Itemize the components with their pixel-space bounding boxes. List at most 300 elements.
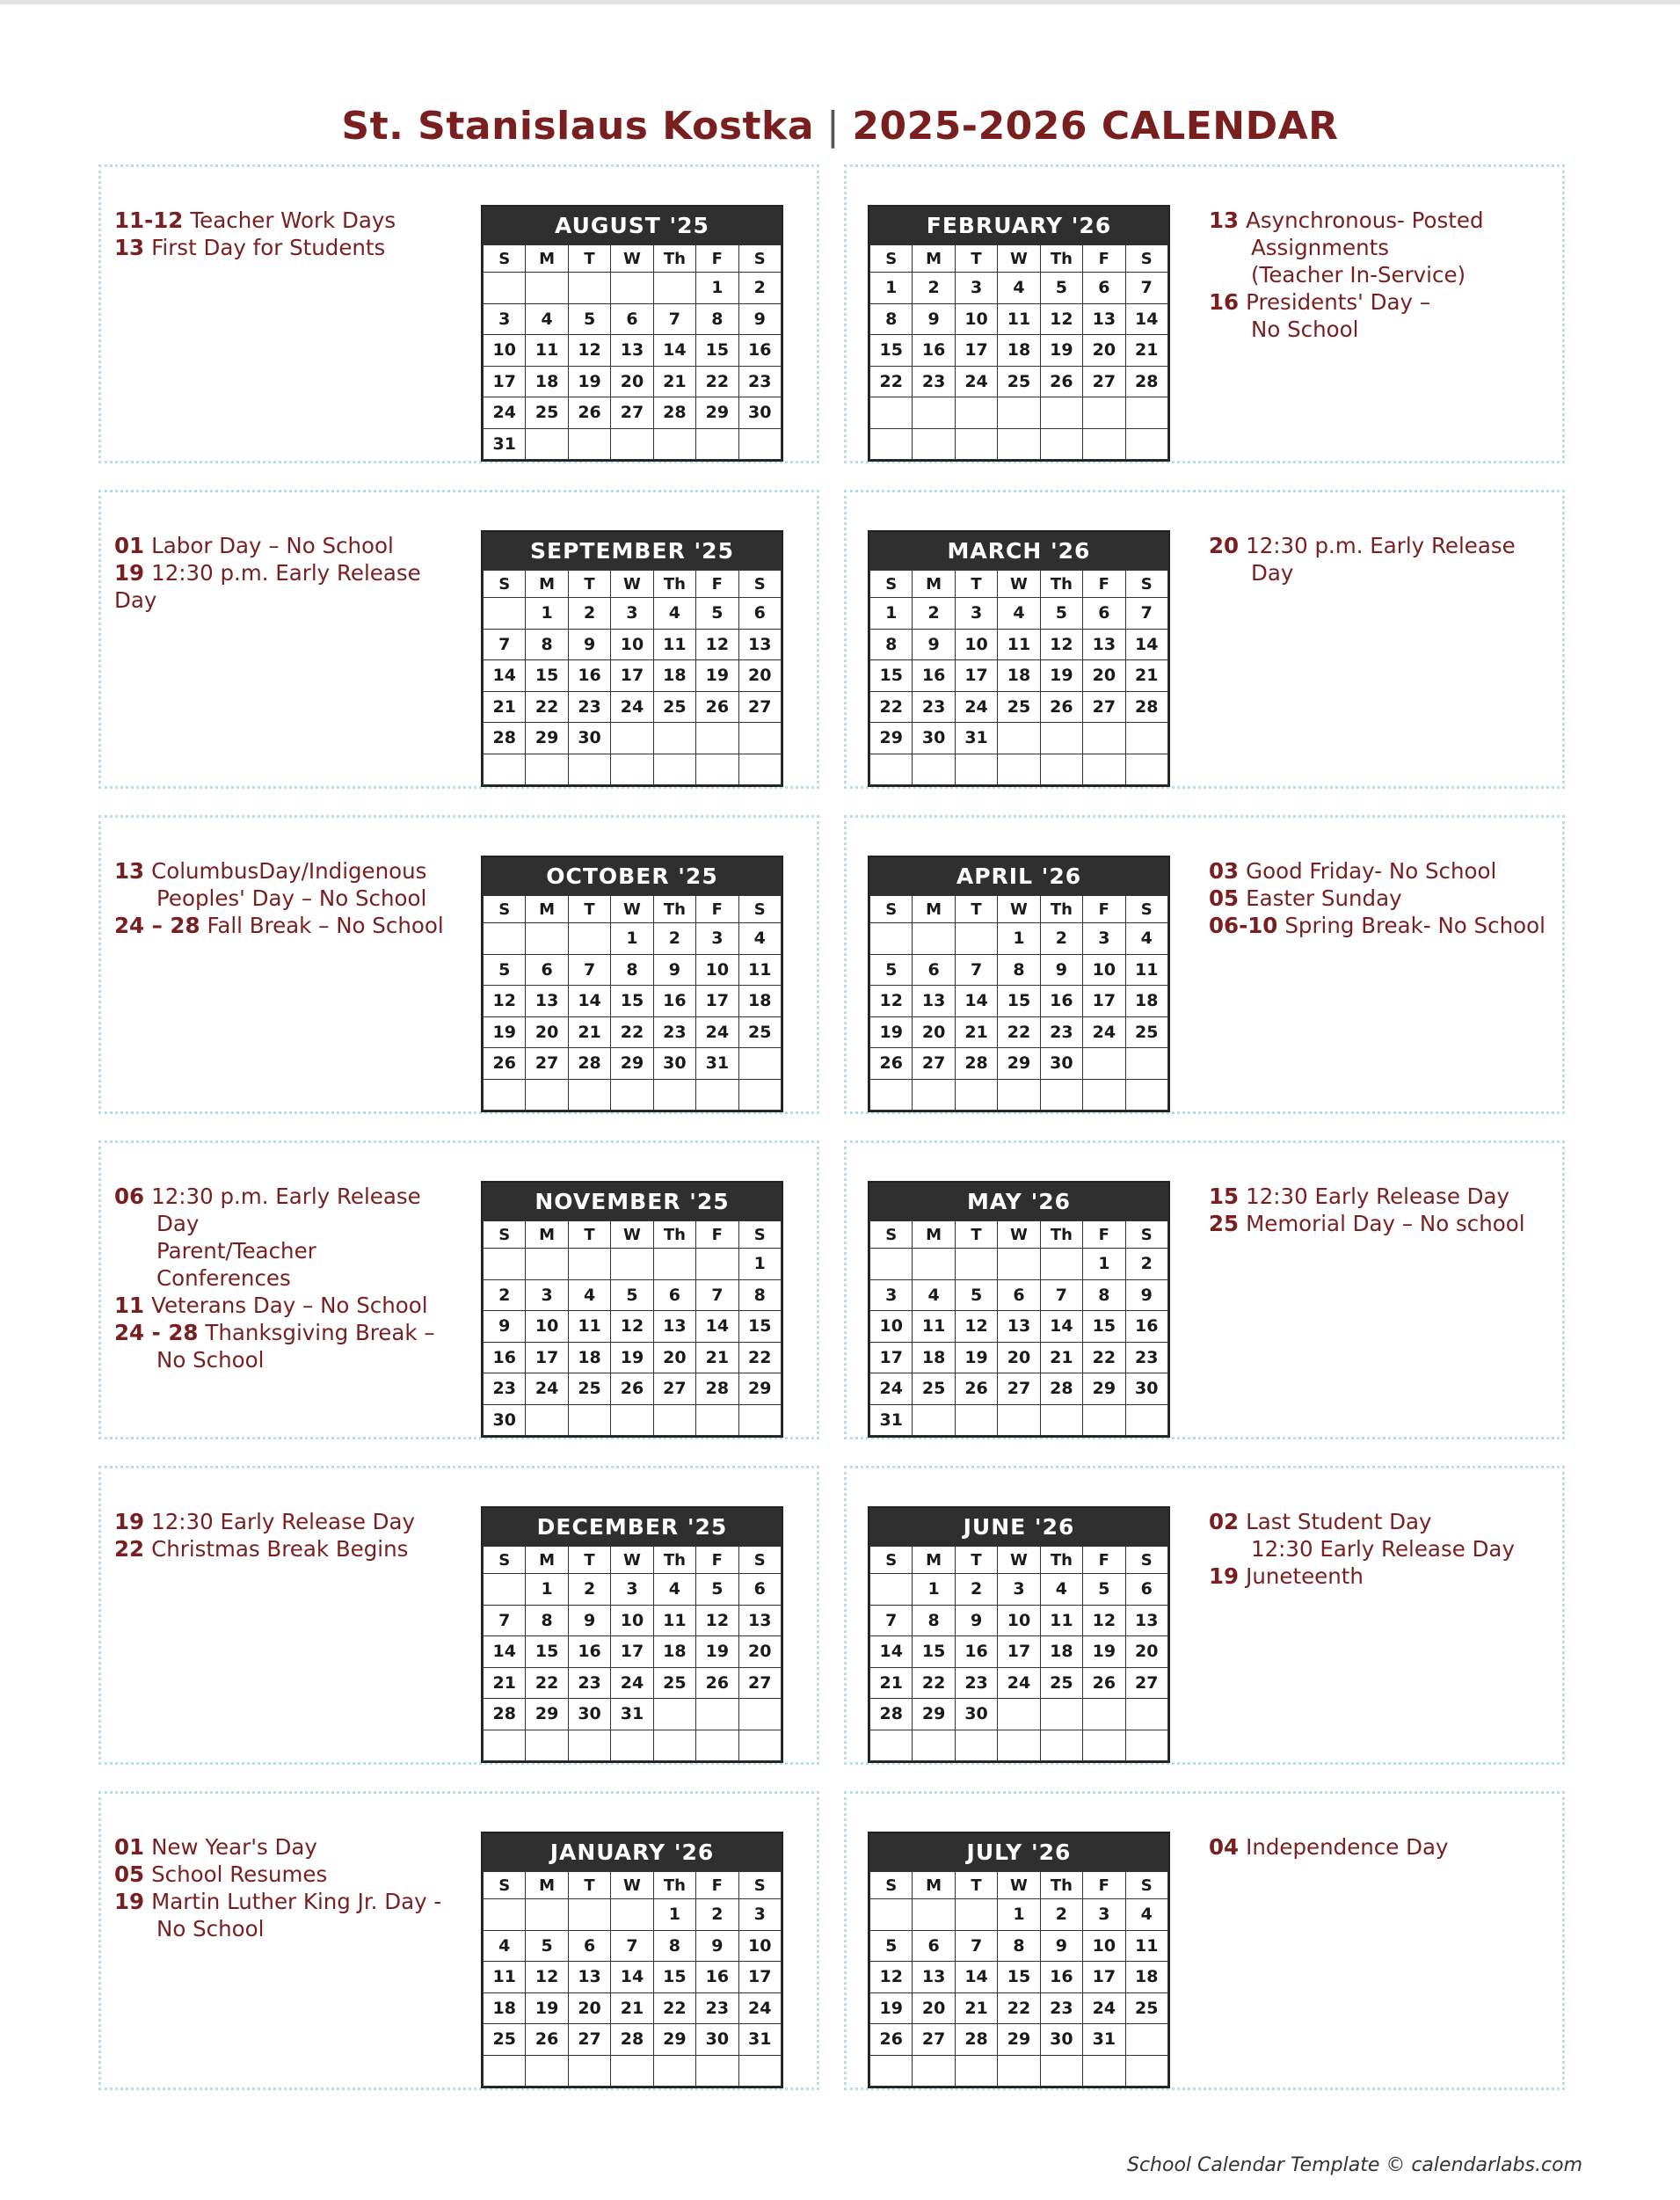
event-note bbox=[114, 234, 457, 261]
month-header: AUGUST '25 bbox=[483, 207, 782, 244]
event-text: Peoples' Day – No School bbox=[156, 885, 427, 911]
event-date: 19 bbox=[114, 560, 145, 586]
day-cell bbox=[738, 723, 781, 754]
day-cell: 21 bbox=[696, 1342, 738, 1373]
event-notes-december-25 bbox=[114, 1508, 457, 1563]
day-cell: 25 bbox=[913, 1373, 955, 1405]
day-cell: 9 bbox=[913, 629, 955, 660]
week-row bbox=[870, 1699, 1168, 1730]
day-cell: 13 bbox=[653, 1311, 695, 1343]
day-cell: 28 bbox=[1125, 691, 1167, 723]
day-cell: 23 bbox=[913, 691, 955, 723]
day-cell bbox=[696, 1249, 738, 1280]
day-cell bbox=[913, 1249, 955, 1280]
weekday-label: F bbox=[696, 571, 738, 598]
day-cell bbox=[998, 397, 1040, 429]
day-cell bbox=[1040, 1699, 1082, 1730]
weekday-label: W bbox=[998, 1547, 1040, 1574]
day-cell bbox=[738, 1048, 781, 1080]
weekday-label: S bbox=[484, 1221, 526, 1249]
event-date: 19 bbox=[1209, 1563, 1240, 1589]
day-cell bbox=[1083, 1404, 1125, 1436]
week-row bbox=[484, 1311, 782, 1343]
day-cell bbox=[913, 1730, 955, 1761]
weekday-label: Th bbox=[653, 245, 695, 273]
day-cell: 31 bbox=[484, 428, 526, 460]
weekday-label: T bbox=[568, 571, 610, 598]
day-cell bbox=[998, 1699, 1040, 1730]
day-cell: 7 bbox=[653, 303, 695, 335]
day-cell: 27 bbox=[1083, 366, 1125, 397]
weekday-label: T bbox=[955, 245, 997, 273]
event-text: Independence Day bbox=[1246, 1834, 1449, 1860]
event-text: Easter Sunday bbox=[1246, 885, 1402, 911]
day-cell bbox=[484, 923, 526, 955]
day-cell bbox=[696, 754, 738, 785]
day-cell: 3 bbox=[738, 1899, 781, 1931]
day-cell: 21 bbox=[568, 1016, 610, 1048]
day-cell: 8 bbox=[738, 1279, 781, 1311]
day-cell bbox=[696, 2055, 738, 2087]
day-cell: 20 bbox=[1083, 335, 1125, 367]
day-cell: 26 bbox=[870, 2024, 913, 2056]
month-calendar-february-26 bbox=[868, 205, 1170, 462]
day-cell: 16 bbox=[738, 335, 781, 367]
day-cell: 7 bbox=[1125, 598, 1167, 630]
week-row bbox=[870, 598, 1168, 630]
day-cell bbox=[738, 1079, 781, 1111]
event-note bbox=[1209, 207, 1552, 234]
week-row bbox=[870, 1249, 1168, 1280]
day-cell: 9 bbox=[653, 954, 695, 986]
event-date: 20 bbox=[1209, 533, 1240, 558]
day-cell: 24 bbox=[526, 1373, 568, 1405]
weekday-label: S bbox=[1125, 245, 1167, 273]
day-cell bbox=[955, 397, 997, 429]
day-cell: 20 bbox=[738, 660, 781, 692]
weekday-label: W bbox=[611, 571, 653, 598]
day-cell bbox=[870, 1249, 913, 1280]
day-cell: 12 bbox=[568, 335, 610, 367]
event-note bbox=[114, 1183, 457, 1210]
event-text: 12:30 Early Release Day bbox=[151, 1509, 416, 1534]
day-cell: 13 bbox=[611, 335, 653, 367]
day-cell: 25 bbox=[1125, 1016, 1167, 1048]
day-cell: 15 bbox=[653, 1962, 695, 1993]
weekday-label: T bbox=[568, 1872, 610, 1899]
weekday-label: T bbox=[955, 571, 997, 598]
weekday-label: M bbox=[913, 1221, 955, 1249]
day-cell bbox=[696, 723, 738, 754]
day-cell: 11 bbox=[653, 1605, 695, 1636]
day-cell: 1 bbox=[653, 1899, 695, 1931]
day-cell: 7 bbox=[955, 954, 997, 986]
weekday-row bbox=[484, 1547, 782, 1574]
day-cell: 31 bbox=[955, 723, 997, 754]
day-cell: 16 bbox=[913, 660, 955, 692]
weekday-label: F bbox=[696, 245, 738, 273]
weekday-row bbox=[870, 1872, 1168, 1899]
day-cell: 8 bbox=[913, 1605, 955, 1636]
month-day-grid bbox=[483, 244, 782, 460]
day-cell: 6 bbox=[568, 1930, 610, 1962]
day-cell: 29 bbox=[526, 1699, 568, 1730]
month-header: JULY '26 bbox=[869, 1833, 1168, 1871]
month-header: DECEMBER '25 bbox=[483, 1508, 782, 1546]
day-cell bbox=[696, 1699, 738, 1730]
day-cell bbox=[913, 1404, 955, 1436]
day-cell: 25 bbox=[738, 1016, 781, 1048]
day-cell bbox=[1125, 397, 1167, 429]
week-row bbox=[870, 723, 1168, 754]
day-cell: 4 bbox=[484, 1930, 526, 1962]
day-cell: 5 bbox=[1040, 598, 1082, 630]
event-text: Asynchronous- Posted bbox=[1246, 208, 1484, 233]
day-cell: 19 bbox=[1040, 335, 1082, 367]
day-cell bbox=[870, 1079, 913, 1111]
weekday-row bbox=[484, 245, 782, 273]
week-row bbox=[870, 1574, 1168, 1606]
event-text: 12:30 p.m. Early Release Day bbox=[114, 560, 421, 613]
event-text: Teacher Work Days bbox=[190, 208, 396, 233]
day-cell bbox=[955, 1899, 997, 1931]
day-cell bbox=[870, 428, 913, 460]
month-day-grid bbox=[869, 1546, 1168, 1761]
day-cell bbox=[568, 754, 610, 785]
day-cell: 14 bbox=[1125, 303, 1167, 335]
day-cell: 27 bbox=[653, 1373, 695, 1405]
day-cell: 24 bbox=[1083, 1992, 1125, 2024]
week-row bbox=[870, 986, 1168, 1017]
day-cell: 3 bbox=[1083, 1899, 1125, 1931]
event-text: First Day for Students bbox=[151, 235, 386, 260]
month-day-grid bbox=[869, 895, 1168, 1111]
day-cell: 5 bbox=[484, 954, 526, 986]
day-cell: 9 bbox=[913, 303, 955, 335]
weekday-label: T bbox=[955, 896, 997, 923]
day-cell: 31 bbox=[611, 1699, 653, 1730]
day-cell bbox=[913, 428, 955, 460]
day-cell: 21 bbox=[955, 1992, 997, 2024]
day-cell bbox=[998, 1730, 1040, 1761]
day-cell: 15 bbox=[696, 335, 738, 367]
day-cell bbox=[913, 1079, 955, 1111]
day-cell bbox=[484, 1730, 526, 1761]
week-row bbox=[870, 1667, 1168, 1699]
day-cell: 16 bbox=[1040, 1962, 1082, 1993]
weekday-label: M bbox=[526, 896, 568, 923]
day-cell: 14 bbox=[696, 1311, 738, 1343]
day-cell: 20 bbox=[611, 366, 653, 397]
week-row bbox=[484, 1016, 782, 1048]
weekday-label: S bbox=[870, 1872, 913, 1899]
day-cell: 1 bbox=[738, 1249, 781, 1280]
event-note bbox=[1209, 1183, 1552, 1210]
weekday-label: F bbox=[696, 1872, 738, 1899]
weekday-label: T bbox=[955, 1547, 997, 1574]
day-cell bbox=[568, 273, 610, 304]
event-note bbox=[114, 1237, 457, 1292]
week-row bbox=[484, 1574, 782, 1606]
day-cell: 7 bbox=[955, 1930, 997, 1962]
day-cell bbox=[611, 754, 653, 785]
day-cell bbox=[1083, 397, 1125, 429]
day-cell: 5 bbox=[696, 1574, 738, 1606]
day-cell bbox=[611, 1249, 653, 1280]
weekday-label: S bbox=[1125, 571, 1167, 598]
day-cell: 15 bbox=[870, 660, 913, 692]
week-row bbox=[870, 754, 1168, 785]
event-text: Day bbox=[156, 1211, 200, 1236]
day-cell bbox=[1125, 1699, 1167, 1730]
weekday-label: M bbox=[913, 896, 955, 923]
weekday-label: M bbox=[526, 1872, 568, 1899]
day-cell: 28 bbox=[1040, 1373, 1082, 1405]
day-cell: 5 bbox=[870, 1930, 913, 1962]
week-row bbox=[484, 629, 782, 660]
day-cell bbox=[1083, 1079, 1125, 1111]
week-row bbox=[484, 1730, 782, 1761]
day-cell: 4 bbox=[1125, 923, 1167, 955]
day-cell: 5 bbox=[568, 303, 610, 335]
week-row bbox=[484, 1048, 782, 1080]
day-cell: 7 bbox=[484, 1605, 526, 1636]
event-note bbox=[114, 1319, 457, 1346]
day-cell: 6 bbox=[611, 303, 653, 335]
weekday-label: F bbox=[1083, 571, 1125, 598]
day-cell: 12 bbox=[955, 1311, 997, 1343]
week-row bbox=[870, 1636, 1168, 1668]
week-row bbox=[484, 1373, 782, 1405]
day-cell: 18 bbox=[998, 660, 1040, 692]
day-cell: 28 bbox=[955, 2024, 997, 2056]
event-date: 11 bbox=[114, 1293, 145, 1318]
day-cell bbox=[653, 273, 695, 304]
day-cell bbox=[1040, 1079, 1082, 1111]
day-cell bbox=[653, 1079, 695, 1111]
day-cell: 19 bbox=[870, 1016, 913, 1048]
day-cell: 5 bbox=[955, 1279, 997, 1311]
day-cell bbox=[568, 2055, 610, 2087]
day-cell: 26 bbox=[526, 2024, 568, 2056]
day-cell: 28 bbox=[1125, 366, 1167, 397]
weekday-label: M bbox=[913, 1872, 955, 1899]
day-cell: 30 bbox=[568, 1699, 610, 1730]
day-cell: 16 bbox=[955, 1636, 997, 1668]
day-cell: 8 bbox=[870, 629, 913, 660]
day-cell: 23 bbox=[653, 1016, 695, 1048]
event-note bbox=[114, 1346, 457, 1373]
day-cell: 12 bbox=[611, 1311, 653, 1343]
day-cell: 22 bbox=[611, 1016, 653, 1048]
day-cell: 13 bbox=[1083, 303, 1125, 335]
event-note bbox=[1209, 532, 1552, 559]
day-cell bbox=[1125, 428, 1167, 460]
day-cell: 23 bbox=[568, 1667, 610, 1699]
day-cell: 26 bbox=[1040, 366, 1082, 397]
day-cell: 17 bbox=[1083, 1962, 1125, 1993]
day-cell: 18 bbox=[1040, 1636, 1082, 1668]
day-cell: 9 bbox=[1125, 1279, 1167, 1311]
day-cell: 17 bbox=[870, 1342, 913, 1373]
day-cell: 14 bbox=[611, 1962, 653, 1993]
weekday-row bbox=[870, 1547, 1168, 1574]
day-cell: 23 bbox=[484, 1373, 526, 1405]
event-note bbox=[1209, 316, 1552, 343]
day-cell bbox=[870, 1730, 913, 1761]
day-cell: 16 bbox=[1040, 986, 1082, 1017]
day-cell: 30 bbox=[738, 397, 781, 429]
day-cell bbox=[1125, 2024, 1167, 2056]
day-cell: 5 bbox=[870, 954, 913, 986]
day-cell bbox=[568, 1404, 610, 1436]
day-cell: 26 bbox=[568, 397, 610, 429]
day-cell: 21 bbox=[1040, 1342, 1082, 1373]
day-cell: 19 bbox=[526, 1992, 568, 2024]
day-cell: 23 bbox=[913, 366, 955, 397]
event-text: Day bbox=[1251, 560, 1294, 586]
day-cell bbox=[955, 1730, 997, 1761]
day-cell: 25 bbox=[653, 1667, 695, 1699]
day-cell: 19 bbox=[696, 660, 738, 692]
event-note bbox=[114, 1833, 457, 1861]
event-notes-may-26 bbox=[1209, 1183, 1552, 1237]
weekday-label: S bbox=[484, 245, 526, 273]
event-text: 12:30 p.m. Early Release bbox=[151, 1184, 421, 1209]
day-cell bbox=[1083, 1730, 1125, 1761]
day-cell: 8 bbox=[1083, 1279, 1125, 1311]
week-row bbox=[484, 1699, 782, 1730]
day-cell bbox=[611, 1730, 653, 1761]
day-cell: 1 bbox=[870, 598, 913, 630]
weekday-label: Th bbox=[653, 1221, 695, 1249]
day-cell: 21 bbox=[484, 691, 526, 723]
day-cell: 26 bbox=[1040, 691, 1082, 723]
month-header: APRIL '26 bbox=[869, 857, 1168, 895]
day-cell bbox=[696, 1730, 738, 1761]
day-cell: 15 bbox=[611, 986, 653, 1017]
day-cell: 12 bbox=[1040, 303, 1082, 335]
event-note bbox=[1209, 288, 1552, 316]
day-cell: 20 bbox=[913, 1992, 955, 2024]
day-cell: 29 bbox=[653, 2024, 695, 2056]
event-date: 01 bbox=[114, 533, 145, 558]
day-cell bbox=[568, 1249, 610, 1280]
day-cell: 20 bbox=[653, 1342, 695, 1373]
event-note bbox=[1209, 1833, 1552, 1861]
day-cell bbox=[526, 1899, 568, 1931]
day-cell: 21 bbox=[611, 1992, 653, 2024]
day-cell: 8 bbox=[998, 954, 1040, 986]
week-row bbox=[484, 428, 782, 460]
day-cell bbox=[484, 1899, 526, 1931]
day-cell: 12 bbox=[1083, 1605, 1125, 1636]
day-cell: 27 bbox=[738, 691, 781, 723]
day-cell: 2 bbox=[568, 598, 610, 630]
week-row bbox=[484, 754, 782, 785]
event-notes-september-25 bbox=[114, 532, 457, 614]
day-cell bbox=[696, 1079, 738, 1111]
day-cell: 17 bbox=[611, 660, 653, 692]
day-cell bbox=[611, 2055, 653, 2087]
day-cell: 30 bbox=[1125, 1373, 1167, 1405]
day-cell: 22 bbox=[998, 1992, 1040, 2024]
day-cell bbox=[913, 754, 955, 785]
weekday-label: S bbox=[484, 1872, 526, 1899]
day-cell: 14 bbox=[568, 986, 610, 1017]
weekday-label: W bbox=[998, 1872, 1040, 1899]
day-cell bbox=[955, 1404, 997, 1436]
weekday-row bbox=[870, 571, 1168, 598]
day-cell bbox=[1040, 1404, 1082, 1436]
week-row bbox=[484, 1962, 782, 1993]
weekday-row bbox=[484, 1872, 782, 1899]
day-cell: 5 bbox=[526, 1930, 568, 1962]
month-header: FEBRUARY '26 bbox=[869, 207, 1168, 244]
week-row bbox=[870, 923, 1168, 955]
day-cell: 9 bbox=[738, 303, 781, 335]
week-row bbox=[870, 2055, 1168, 2087]
day-cell: 22 bbox=[696, 366, 738, 397]
week-row bbox=[870, 1311, 1168, 1343]
weekday-label: S bbox=[738, 245, 781, 273]
weekday-label: S bbox=[870, 245, 913, 273]
day-cell: 11 bbox=[1125, 954, 1167, 986]
weekday-label: F bbox=[1083, 896, 1125, 923]
day-cell: 30 bbox=[955, 1699, 997, 1730]
day-cell bbox=[870, 754, 913, 785]
day-cell bbox=[913, 2055, 955, 2087]
footer-credit: School Calendar Template © calendarlabs.com bbox=[1127, 2154, 1582, 2176]
day-cell: 26 bbox=[955, 1373, 997, 1405]
day-cell bbox=[653, 1404, 695, 1436]
day-cell: 22 bbox=[913, 1667, 955, 1699]
day-cell: 20 bbox=[568, 1992, 610, 2024]
day-cell bbox=[1083, 1048, 1125, 1080]
week-row bbox=[870, 1048, 1168, 1080]
day-cell: 11 bbox=[526, 335, 568, 367]
day-cell: 15 bbox=[526, 660, 568, 692]
day-cell: 10 bbox=[955, 629, 997, 660]
day-cell: 24 bbox=[955, 691, 997, 723]
event-date: 13 bbox=[114, 235, 145, 260]
day-cell: 3 bbox=[955, 273, 997, 304]
event-note bbox=[114, 1861, 457, 1888]
day-cell: 19 bbox=[1083, 1636, 1125, 1668]
day-cell bbox=[484, 1079, 526, 1111]
weekday-label: F bbox=[1083, 1547, 1125, 1574]
event-date: 05 bbox=[1209, 885, 1240, 911]
day-cell bbox=[870, 923, 913, 955]
week-row bbox=[870, 691, 1168, 723]
weekday-label: W bbox=[611, 1547, 653, 1574]
day-cell: 24 bbox=[955, 366, 997, 397]
weekday-label: F bbox=[696, 1221, 738, 1249]
month-calendar-november-25 bbox=[481, 1181, 783, 1438]
day-cell bbox=[484, 598, 526, 630]
weekday-label: S bbox=[738, 1872, 781, 1899]
event-date: 06 bbox=[114, 1184, 145, 1209]
day-cell: 12 bbox=[870, 986, 913, 1017]
day-cell: 26 bbox=[1083, 1667, 1125, 1699]
event-date: 22 bbox=[114, 1536, 145, 1562]
day-cell: 3 bbox=[484, 303, 526, 335]
week-row bbox=[484, 1636, 782, 1668]
week-row bbox=[870, 335, 1168, 367]
day-cell bbox=[998, 428, 1040, 460]
weekday-label: S bbox=[738, 571, 781, 598]
weekday-label: S bbox=[484, 571, 526, 598]
